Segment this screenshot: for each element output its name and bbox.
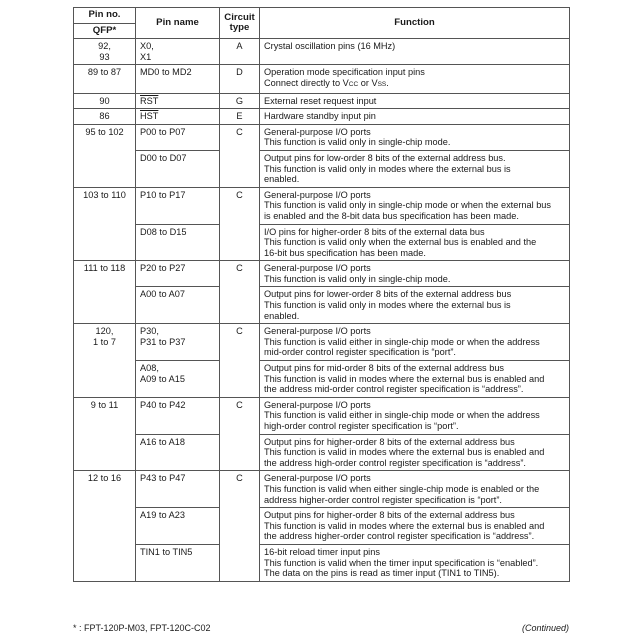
text-line: P43 to P47 [140, 473, 186, 484]
circuit-type-cell: D [220, 65, 260, 93]
pin-number-cell [74, 39, 136, 65]
function-cell [260, 150, 570, 187]
text-line: 12 to 16 [87, 473, 122, 484]
text-line: Hardware standby input pin [264, 111, 376, 122]
text-line: This function is valid only in single-chip mode. [264, 137, 451, 148]
pin-name-cell [136, 508, 220, 545]
header-pin-name: Pin name [136, 8, 220, 39]
text-line: General-purpose I/O ports [264, 399, 371, 410]
pin-number-cell [74, 544, 136, 581]
pin-name-cell [136, 544, 220, 581]
pin-name-cell [136, 397, 220, 434]
text-line: enabled. [264, 310, 300, 321]
function-cell [260, 93, 570, 109]
pin-number-cell [74, 109, 136, 125]
pin-number-cell [74, 65, 136, 93]
circuit-type-cell: E [220, 109, 260, 125]
vcc-line: Connect directly to VCC or VSS. [264, 77, 389, 88]
function-cell [260, 39, 570, 65]
pin-number-cell [74, 150, 136, 187]
function-cell [260, 124, 570, 150]
text-line: P20 to P27 [140, 263, 186, 274]
pin-number-cell [74, 508, 136, 545]
footnote: * : FPT-120P-M03, FPT-120C-C02 [73, 623, 211, 633]
table-row [74, 508, 570, 545]
circuit-type-cell: C [220, 261, 260, 287]
table-row [74, 150, 570, 187]
table-row [74, 361, 570, 398]
text-line: Output pins for lower-order 8 bits of the external address bus [264, 289, 512, 300]
text-line: External reset request input [264, 95, 377, 106]
pin-number-cell [74, 287, 136, 324]
text-line: is enabled and the 8-bit data bus specification has been made. [264, 210, 519, 221]
pin-number-cell [74, 124, 136, 150]
table-row [74, 324, 570, 361]
pin-number-cell [74, 434, 136, 471]
pin-name-cell [136, 109, 220, 125]
pin-name-cell [136, 324, 220, 361]
pin-number-cell [74, 324, 136, 361]
header-function: Function [260, 8, 570, 39]
pin-name-cell [136, 224, 220, 261]
text-line: 16-bit reload timer input pins [264, 546, 380, 557]
text-line: Output pins for higher-order 8 bits of the external address bus [264, 510, 515, 521]
table-row [74, 124, 570, 150]
table-row [74, 434, 570, 471]
function-cell [260, 287, 570, 324]
text-line: D00 to D07 [140, 152, 187, 163]
table-row [74, 544, 570, 581]
circuit-type-cell [220, 150, 260, 187]
text-line: the address high-order control register specification is “address”. [264, 457, 526, 468]
text-line: D08 to D15 [140, 226, 187, 237]
text-line: 103 to 110 [83, 189, 126, 200]
circuit-type-cell: C [220, 324, 260, 361]
text-line: 9 to 11 [90, 399, 119, 410]
table-row [74, 39, 570, 65]
text-line: P30, [140, 326, 159, 337]
text-line: P10 to P17 [140, 189, 186, 200]
text-line: high-order control register specification is “port”. [264, 421, 459, 431]
text-line: X0, [140, 41, 154, 52]
text-line: A08, [140, 363, 159, 374]
function-cell [260, 109, 570, 125]
text-line: $\overline{RST}$ [140, 95, 159, 106]
text-line: P40 to P42 [140, 399, 186, 410]
pin-name-cell [136, 39, 220, 65]
pin-name-cell [136, 150, 220, 187]
function-cell [260, 261, 570, 287]
table-row [74, 261, 570, 287]
text-line: the address mid-order control register specification is “address”. [264, 384, 524, 395]
pin-number-cell [74, 224, 136, 261]
text-line: 111 to 118 [83, 263, 126, 274]
text-line: This function is valid in modes where the external bus is enabled and [264, 373, 545, 384]
circuit-type-cell: C [220, 397, 260, 434]
pin-name-cell [136, 434, 220, 471]
pin-number-cell [74, 471, 136, 508]
text-line: 16-bit bus specification has been made. [264, 247, 426, 258]
text-line: This function is valid either in single-chip mode or when the address [264, 336, 540, 347]
pin-name-cell [136, 261, 220, 287]
text-line: This function is valid only in modes where the external bus is [264, 300, 511, 311]
table-body [74, 39, 570, 582]
header-circuit-type: Circuit type [220, 8, 260, 39]
text-line: mid-order control register specification is “port”. [264, 347, 456, 358]
pin-number-cell [74, 397, 136, 434]
table-row [74, 109, 570, 125]
text-line: This function is valid only in modes where the external bus is [264, 163, 511, 174]
pin-number-cell [74, 187, 136, 224]
circuit-type-cell [220, 361, 260, 398]
text-line: TIN1 to TIN5 [140, 546, 193, 557]
function-cell [260, 324, 570, 361]
text-line: 120, [95, 326, 114, 337]
pin-name-cell [136, 124, 220, 150]
text-line: General-purpose I/O ports [264, 326, 371, 337]
header-pin-no: Pin no. [74, 8, 136, 24]
pin-name-cell [136, 361, 220, 398]
table-row [74, 65, 570, 93]
pin-name-cell [136, 287, 220, 324]
circuit-type-cell: C [220, 124, 260, 150]
function-cell [260, 361, 570, 398]
text-line: Output pins for higher-order 8 bits of the external address bus [264, 436, 515, 447]
pin-name-cell [136, 187, 220, 224]
text-line: This function is valid when either single-chip mode is enabled or the [264, 483, 540, 494]
text-line: A16 to A18 [140, 436, 185, 447]
text-line: The data on the pins is read as timer input (TIN1 to TIN5). [264, 568, 500, 579]
circuit-type-cell [220, 544, 260, 581]
text-line: I/O pins for higher-order 8 bits of the external data bus [264, 226, 485, 237]
function-cell [260, 471, 570, 508]
circuit-type-cell [220, 508, 260, 545]
table-row [74, 224, 570, 261]
text-line: $\overline{HST}$ [140, 111, 159, 122]
text-line: 95 to 102 [85, 126, 124, 137]
circuit-type-cell [220, 434, 260, 471]
text-line: This function is valid only in single-chip mode. [264, 273, 451, 284]
pin-name-cell [136, 471, 220, 508]
text-line: Operation mode specification input pins [264, 67, 425, 78]
text-line: 86 [99, 111, 110, 122]
text-line: General-purpose I/O ports [264, 189, 371, 200]
circuit-type-cell: C [220, 187, 260, 224]
text-line: enabled. [264, 174, 300, 185]
text-line: the address higher-order control register specification is “address”. [264, 531, 535, 542]
circuit-type-cell [220, 287, 260, 324]
text-line: Crystal oscillation pins (16 MHz) [264, 41, 396, 52]
pin-number-cell [74, 261, 136, 287]
pin-number-cell [74, 93, 136, 109]
table-row [74, 397, 570, 434]
text-line: A00 to A07 [140, 289, 185, 300]
table-row [74, 187, 570, 224]
text-line: 92, [98, 41, 111, 52]
text-line: This function is valid only in single-chip mode or when the external bus [264, 200, 552, 211]
function-cell [260, 224, 570, 261]
pin-name-cell [136, 93, 220, 109]
text-line: MD0 to MD2 [140, 67, 192, 78]
text-line: X1 [140, 51, 152, 62]
text-line: address higher-order control register specification is “port”. [264, 494, 502, 505]
circuit-type-cell: G [220, 93, 260, 109]
text-line: 1 to 7 [93, 336, 116, 347]
text-line: General-purpose I/O ports [264, 473, 371, 484]
text-line: This function is valid in modes where the external bus is enabled and [264, 447, 545, 458]
text-line: P31 to P37 [140, 336, 186, 347]
circuit-type-cell: A [220, 39, 260, 65]
text-line: 93 [99, 51, 110, 62]
text-line: A09 to A15 [140, 373, 185, 384]
header-qfp: QFP* [74, 23, 136, 39]
table-row [74, 287, 570, 324]
function-cell [260, 187, 570, 224]
pin-name-cell [136, 65, 220, 93]
pin-number-cell [74, 361, 136, 398]
text-line: General-purpose I/O ports [264, 263, 371, 274]
text-line: Output pins for low-order 8 bits of the external address bus. [264, 152, 506, 163]
text-line: P00 to P07 [140, 126, 186, 137]
circuit-type-cell [220, 224, 260, 261]
text-line: This function is valid only when the external bus is enabled and the [264, 237, 537, 248]
text-line: 90 [99, 95, 110, 106]
text-line: 89 to 87 [87, 67, 122, 78]
function-cell [260, 508, 570, 545]
text-line: This function is valid in modes where the external bus is enabled and [264, 520, 545, 531]
continued-label: (Continued) [521, 623, 569, 633]
pin-table [73, 7, 570, 582]
table-row [74, 471, 570, 508]
function-cell [260, 397, 570, 434]
text-line: Output pins for mid-order 8 bits of the external address bus [264, 363, 505, 374]
text-line: This function is valid when the timer input specification is “enabled”. [264, 557, 539, 568]
function-cell [260, 434, 570, 471]
function-cell [260, 65, 570, 93]
table-row [74, 93, 570, 109]
text-line: General-purpose I/O ports [264, 126, 371, 137]
text-line: This function is valid either in single-chip mode or when the address [264, 410, 540, 421]
text-line: A19 to A23 [140, 510, 185, 521]
circuit-type-cell: C [220, 471, 260, 508]
function-cell [260, 544, 570, 581]
